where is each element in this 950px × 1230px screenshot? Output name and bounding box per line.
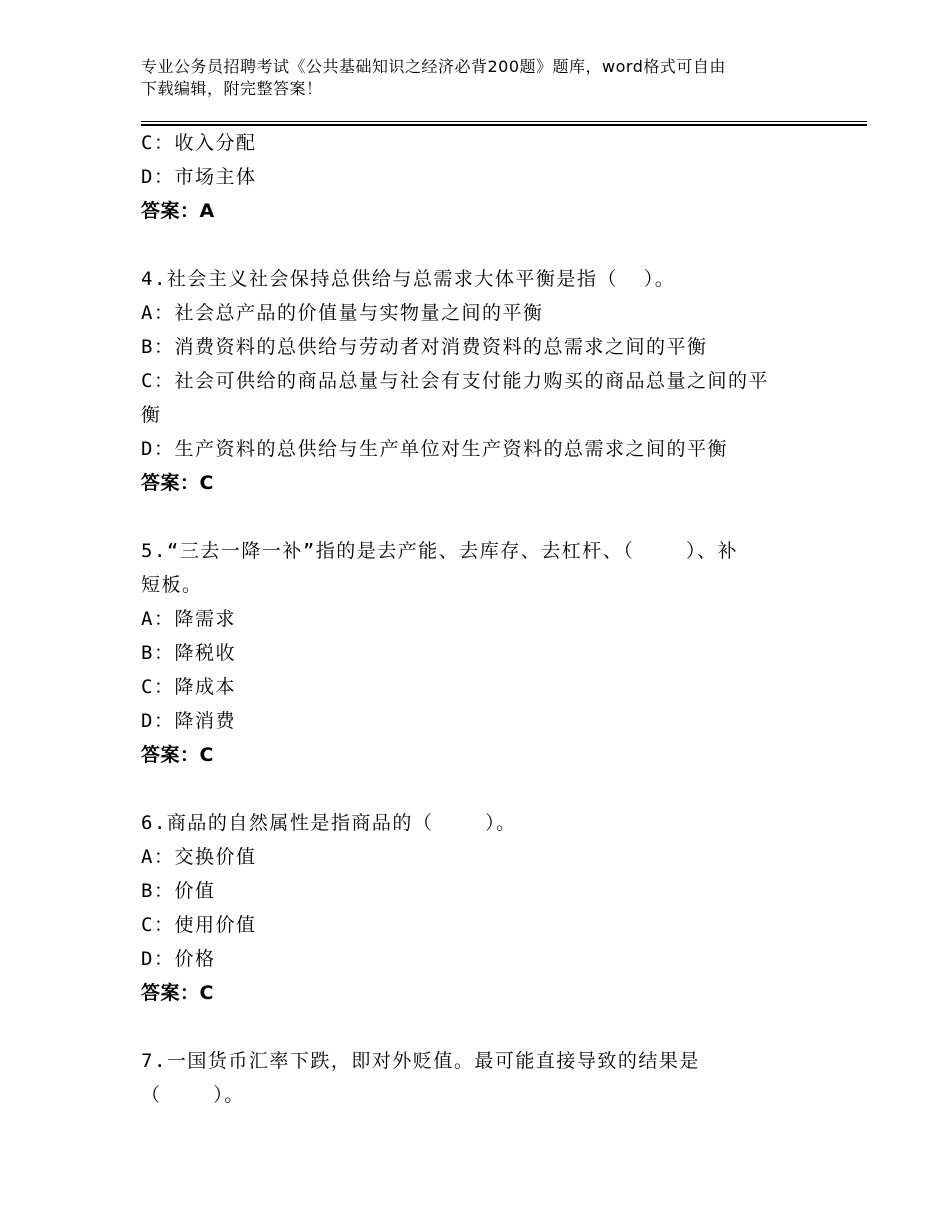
spacer: [141, 500, 821, 534]
header-line-1: 专业公务员招聘考试《公共基础知识之经济必背200题》题库，word格式可自由: [141, 57, 726, 76]
option-c-continued: 衡: [141, 404, 162, 426]
option-d: D：市场主体: [141, 166, 257, 188]
question-stem: 6.商品的自然属性是指商品的（ ）。: [141, 812, 517, 834]
option-a: A：社会总产品的价值量与实物量之间的平衡: [141, 302, 544, 324]
question-stem: 4.社会主义社会保持总供给与总需求大体平衡是指（ ）。: [141, 268, 676, 290]
question-list: [141, 126, 821, 1112]
question-stem: 7.一国货币汇率下跌，即对外贬值。最可能直接导致的结果是: [141, 1050, 700, 1072]
spacer: [141, 1010, 821, 1044]
option-a: A：降需求: [141, 608, 236, 630]
spacer: [141, 228, 821, 262]
document-header: [141, 56, 821, 100]
question-3-tail: [141, 126, 821, 228]
question-stem-continued: （ ）。: [141, 1084, 245, 1106]
option-c: C：使用价值: [141, 914, 257, 936]
question-5: [141, 534, 821, 772]
answer-line: 答案：C: [141, 472, 214, 494]
option-b: B：降税收: [141, 642, 236, 664]
header-line-2: 下载编辑，附完整答案！: [141, 79, 323, 98]
question-6: [141, 806, 821, 1010]
option-a: A：交换价值: [141, 846, 257, 868]
option-b: B：消费资料的总供给与劳动者对消费资料的总需求之间的平衡: [141, 336, 708, 358]
spacer: [141, 772, 821, 806]
question-4: [141, 262, 821, 500]
answer-line: 答案：C: [141, 744, 214, 766]
answer-line: 答案：A: [141, 200, 215, 222]
question-stem: 5.“三去一降一补”指的是去产能、去库存、去杠杆、（ ）、补: [141, 540, 739, 562]
option-c: C：降成本: [141, 676, 236, 698]
question-stem-continued: 短板。: [141, 574, 203, 596]
answer-line: 答案：C: [141, 982, 214, 1004]
option-c: C：收入分配: [141, 132, 257, 154]
option-d: D：降消费: [141, 710, 236, 732]
option-d: D：价格: [141, 948, 216, 970]
option-d: D：生产资料的总供给与生产单位对生产资料的总需求之间的平衡: [141, 438, 728, 460]
option-b: B：价值: [141, 880, 216, 902]
header-divider-thin: [141, 121, 867, 122]
question-7: [141, 1044, 821, 1112]
option-c: C：社会可供给的商品总量与社会有支付能力购买的商品总量之间的平: [141, 370, 769, 392]
